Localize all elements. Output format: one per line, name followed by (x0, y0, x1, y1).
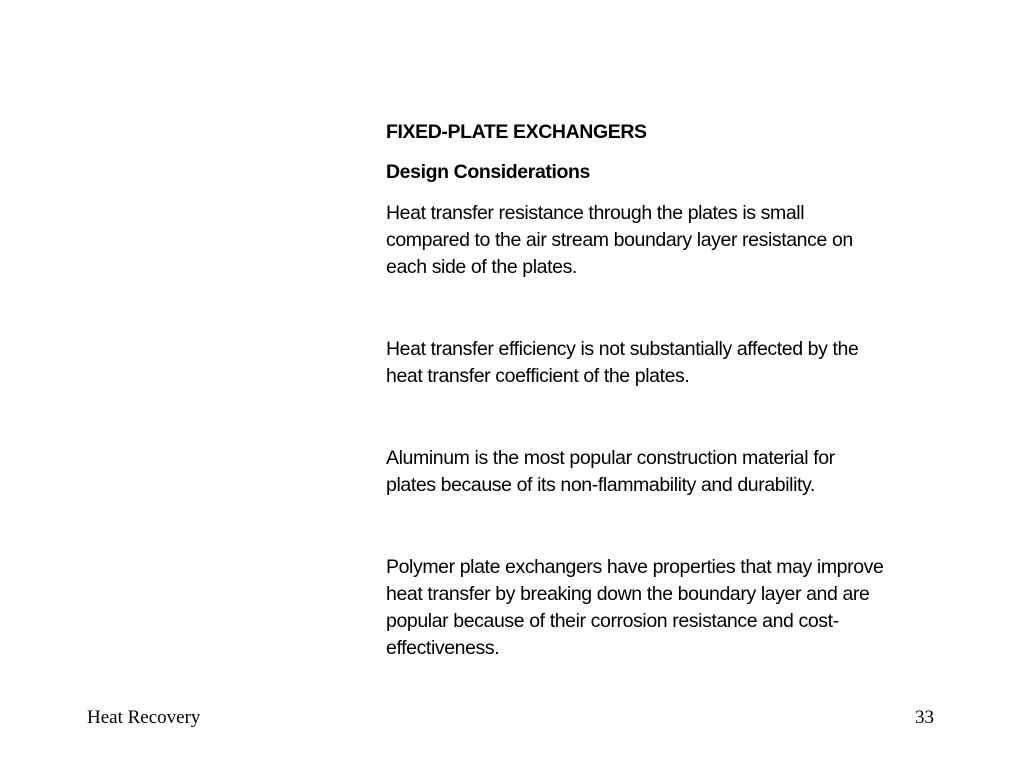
paragraph-aluminum: Aluminum is the most popular construction material for plates because of its non-flammability and durability. (386, 447, 835, 496)
paragraph-polymer: Polymer plate exchangers have properties that may improve heat transfer by breaking down the boundary layer and are popular because of their corrosion resistance and cost-effectiveness. (386, 556, 884, 659)
page-number: 33 (915, 707, 934, 728)
slide-subtitle: Design Considerations (386, 161, 590, 183)
slide-title: FIXED-PLATE EXCHANGERS (386, 121, 647, 143)
paragraph-efficiency: Heat transfer efficiency is not substantially affected by the heat transfer coefficient of the plates. (386, 338, 859, 387)
slide-content (386, 119, 886, 662)
footer-title: Heat Recovery (87, 707, 201, 728)
paragraph-plate-resistance: Heat transfer resistance through the plates is small compared to the air stream boundary layer resistance on each side of the plates. (386, 202, 853, 278)
